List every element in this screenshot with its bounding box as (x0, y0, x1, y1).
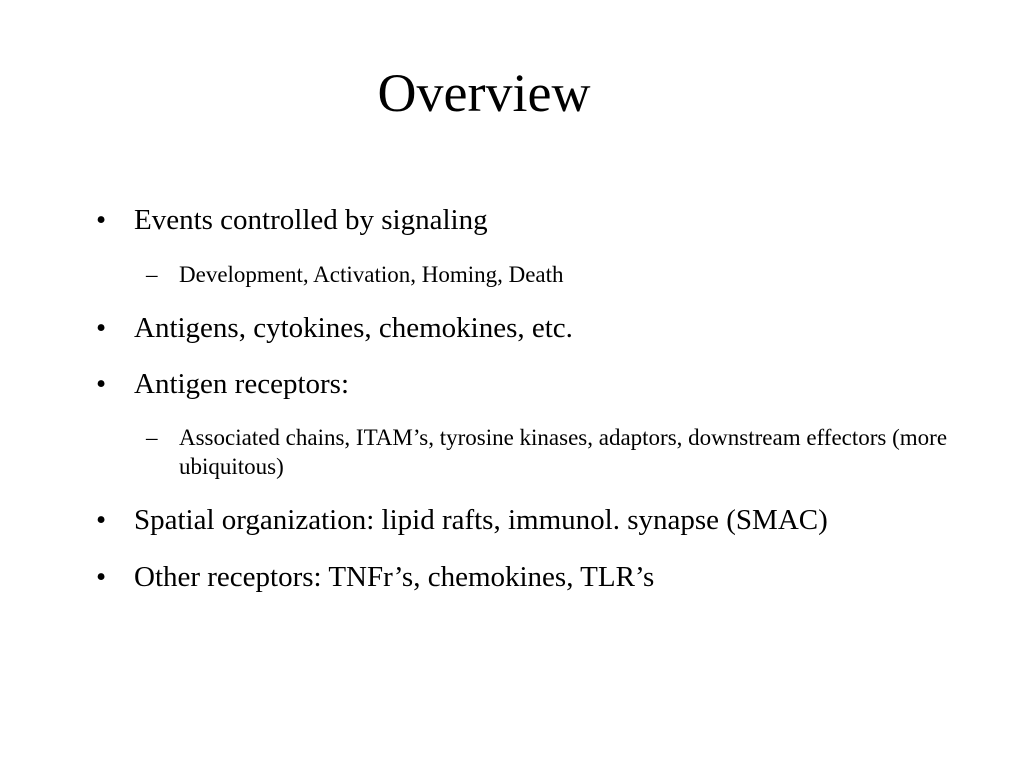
bullet-marker: • (96, 204, 107, 236)
sub-item-text: Associated chains, ITAM’s, tyrosine kinases, adaptors, downstream effectors (more ubiquitous) (179, 425, 948, 479)
bullet-marker: • (96, 504, 107, 536)
dash-marker: – (146, 262, 158, 287)
bullet-text: Events controlled by signaling (134, 204, 488, 236)
bullet-text: Antigen receptors: (134, 368, 350, 400)
bullet-marker: • (96, 368, 107, 400)
bullet-text: Antigens, cytokines, chemokines, etc. (134, 312, 573, 344)
bullet-marker: • (96, 561, 107, 593)
slide-title: Overview (377, 63, 591, 123)
sub-item-text: Development, Activation, Homing, Death (179, 262, 564, 287)
bullet-text: Other receptors: TNFr’s, chemokines, TLR’s (134, 561, 655, 593)
bullet-text: Spatial organization: lipid rafts, immunol. synapse (SMAC) (134, 504, 828, 536)
dash-marker: – (146, 425, 158, 450)
bullet-marker: • (96, 312, 107, 344)
